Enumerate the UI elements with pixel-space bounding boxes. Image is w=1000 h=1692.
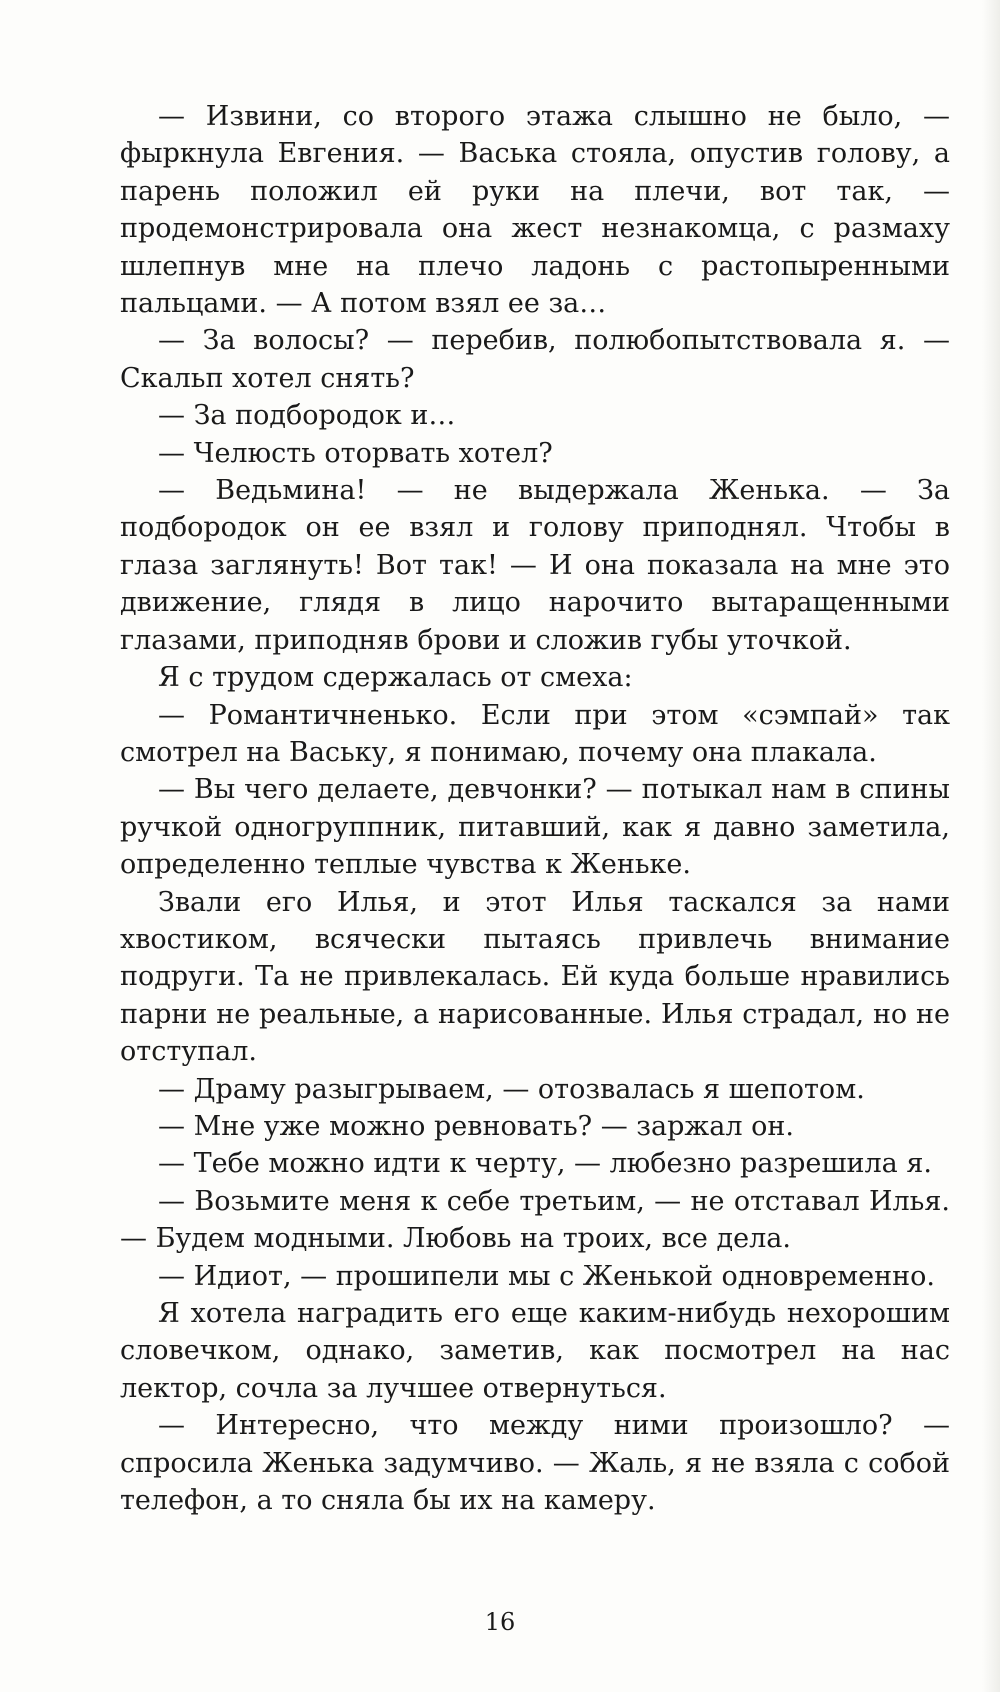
paragraph: — Драму разыгрываем, — отозвалась я шепотом. bbox=[158, 1073, 865, 1105]
page-edge-shadow bbox=[982, 0, 1000, 1692]
paragraph: — Идиот, — прошипели мы с Женькой одновременно. bbox=[158, 1260, 935, 1292]
paragraph: — Мне уже можно ревновать? — заржал он. bbox=[158, 1110, 794, 1142]
paragraph: Звали его Илья, и этот Илья таскался за нами хвостиком, всячески пытаясь привлечь внимание подруги. Та не привлекалась. Ей куда больше нравились парни не реальные, а нарисованные. Илья страдал, но не отступал. bbox=[120, 886, 950, 1068]
paragraph: — Возьмите меня к себе третьим, — не отставал Илья. — Будем модными. Любовь на троих, все дела. bbox=[120, 1185, 950, 1255]
page-number: 16 bbox=[484, 1608, 516, 1636]
paragraph: Я с трудом сдержалась от смеха: bbox=[158, 662, 633, 694]
paragraph: Я хотела наградить его еще каким-нибудь нехорошим словечком, однако, заметив, как посмотрел на нас лектор, сочла за лучшее отвернуться. bbox=[120, 1298, 950, 1404]
paragraph: — Извини, со второго этажа слышно не было, — фыркнула Евгения. — Васька стояла, опустив голову, а парень положил ей руки на плечи, вот так, — продемонстрировала она жест незнакомца, с размаху шлепнув мне на плечо ладонь с растопыренными пальцами. — А потом взял ее за… bbox=[120, 101, 950, 320]
paragraph: — За волосы? — перебив, полюбопытствовала я. — Скальп хотел снять? bbox=[120, 325, 950, 394]
paragraph: — Интересно, что между ними произошло? — спросила Женька задумчиво. — Жаль, я не взяла с собой телефон, а то сняла бы их на камеру. bbox=[120, 1410, 950, 1517]
paragraph: — Романтичненько. Если при этом «сэмпай» так смотрел на Ваську, я понимаю, почему она плакала. bbox=[120, 699, 950, 768]
paragraph: — Ведьмина! — не выдержала Женька. — За подбородок он ее взял и голову приподнял. Чтобы в глаза заглянуть! Вот так! — И она показала на мне это движение, глядя в лицо нарочито вытаращенными глазами, приподняв брови и сложив губы уточкой. bbox=[120, 475, 950, 656]
page-body-text bbox=[120, 98, 950, 1519]
paragraph: — За подбородок и… bbox=[158, 400, 456, 432]
paragraph: — Челюсть оторвать хотел? bbox=[158, 437, 553, 469]
paragraph: — Вы чего делаете, девчонки? — потыкал нам в спины ручкой одногруппник, питавший, как я давно заметила, определенно теплые чувства к Женьке. bbox=[120, 774, 950, 881]
paragraph: — Тебе можно идти к черту, — любезно разрешила я. bbox=[158, 1148, 932, 1180]
